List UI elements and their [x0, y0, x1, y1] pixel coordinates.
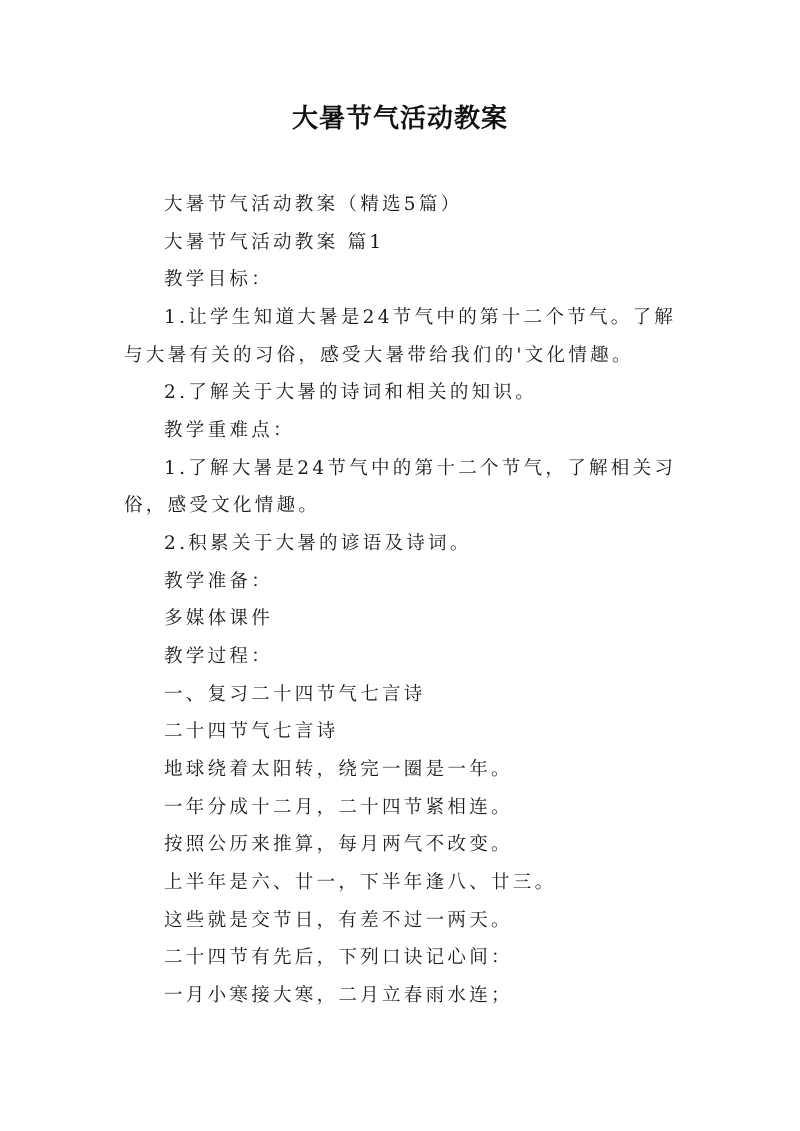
text-line: 上半年是六、廿一，下半年逢八、廿三。 [164, 872, 557, 893]
text-line: 教学过程： [164, 646, 274, 667]
text-line: 一、复习二十四节气七言诗 [164, 684, 426, 705]
text-line: 地球绕着太阳转，绕完一圈是一年。 [164, 759, 513, 780]
text-line: 教学准备： [164, 571, 274, 592]
text-line: 1.了解大暑是24节气中的第十二个节气，了解相关习 [164, 458, 677, 479]
text-line: 大暑节气活动教案 篇1 [164, 232, 385, 253]
text-line: 1.让学生知道大暑是24节气中的第十二个节气。了解 [164, 307, 677, 328]
text-line: 一年分成十二月，二十四节紧相连。 [164, 797, 513, 818]
text-line: 二十四节气七言诗 [164, 721, 339, 742]
text-line: 大暑节气活动教案（精选5篇） [164, 194, 463, 215]
text-line: 2.积累关于大暑的谚语及诗词。 [164, 533, 472, 554]
document-title: 大暑节气活动教案 [291, 104, 508, 134]
text-line: 一月小寒接大寒，二月立春雨水连； [164, 985, 513, 1006]
text-line: 俗，感受文化情趣。 [124, 495, 321, 516]
text-line: 按照公历来推算，每月两气不改变。 [164, 834, 513, 855]
text-line: 教学目标： [164, 269, 274, 290]
text-line: 2.了解关于大暑的诗词和相关的知识。 [164, 382, 538, 403]
text-line: 多媒体课件 [164, 608, 274, 629]
text-line: 二十四节有先后，下列口诀记心间： [164, 947, 513, 968]
text-line: 与大暑有关的习俗，感受大暑带给我们的'文化情趣。 [124, 345, 634, 366]
text-line: 这些就是交节日，有差不过一两天。 [164, 910, 513, 931]
text-line: 教学重难点： [164, 420, 295, 441]
